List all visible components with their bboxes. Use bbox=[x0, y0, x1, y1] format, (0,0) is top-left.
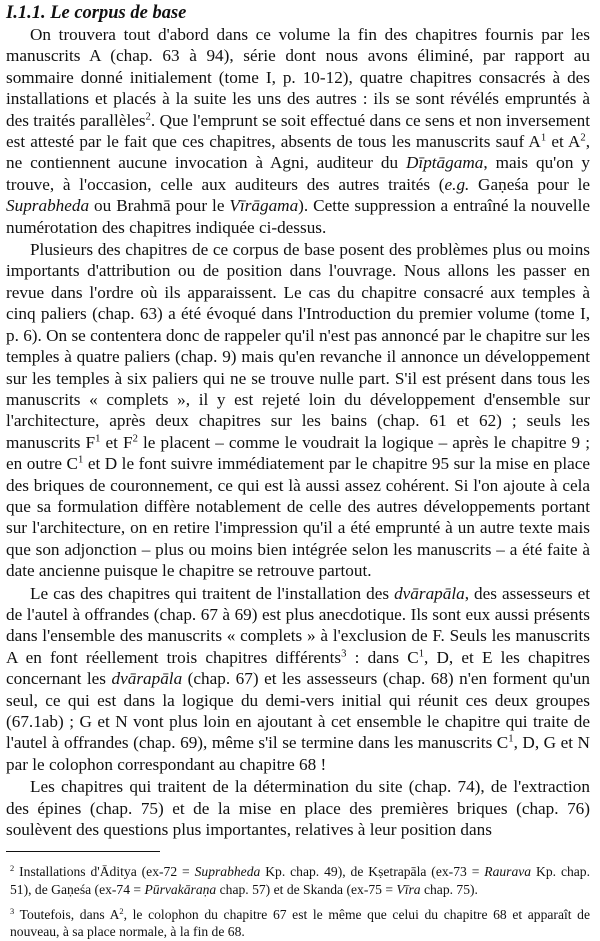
superscript: 1 bbox=[78, 454, 84, 466]
text-run: , D, et E les chapitres concernant les bbox=[6, 647, 590, 689]
superscript: 2 bbox=[10, 863, 15, 874]
text-run: , des assesseurs et de l'autel à offrandes (chap. 67 à 69) est plus anecdotique. Ils sont eux aussi présents dans l'ensemble des manuscrits « complets » à l'exclusion de F. Seuls les manuscrits A en font réellement trois chapitres différents bbox=[6, 583, 591, 667]
italic-term: Suprabheda bbox=[6, 196, 90, 216]
italic-term: Dīptāgama bbox=[406, 153, 484, 173]
text-run: Kp. chap. 51), de Gaṇeśa (ex-74 = bbox=[10, 864, 590, 898]
text-run: ou Brahmā pour le bbox=[89, 196, 230, 216]
text-run: : dans C bbox=[346, 647, 419, 667]
text-run: Plusieurs des chapitres de ce corpus de base posent des problèmes plus ou moins importants d'attribution ou de position dans l'ouvrage. Nous allons les passer en revue dans l'ordre où ils apparaissent. Le cas du chapitre consacré aux temples à cinq paliers (chap. 63) a été évoqué dans l'Introduction du premier volume (tome I, p. 6). On se contentera donc de rappeler qu'il n'est pas annoncé par le chapitre sur les temples à quatre paliers (chap. 9) mais qu'en revanche il annonce un développement sur les temples à six paliers qui ne se trouve nulle part. S'il est présent dans tous les manuscrits « complets », il y est rejeté loin du développement d'ensemble sur l'architecture, après deux chapitres sur les bains (chap. 61 et 62) ; seuls les manuscrits F bbox=[6, 240, 590, 452]
text-run: et F bbox=[100, 432, 133, 452]
text-run: , mais qu'on y trouve, à l'occasion, celle aux auditeurs des autres traités ( bbox=[6, 153, 590, 194]
superscript: 1 bbox=[418, 648, 425, 660]
text-run: ). Cette suppression a entraîné la nouvelle numérotation des chapitres indiquée ci-dessus. bbox=[6, 196, 590, 237]
text-run: , le colophon du chapitre 67 est le même que celui du chapitre 68 et apparaît de nouveau, à sa place normale, à la fin de 68. bbox=[10, 906, 591, 940]
text-run: Gaṇeśa pour le bbox=[469, 174, 590, 194]
italic-term: dvārapāla bbox=[111, 669, 183, 689]
superscript: 1 bbox=[540, 132, 547, 144]
text-run: le placent – comme le voudrait la logique – après le chapitre 9 ; en outre C bbox=[6, 432, 591, 474]
text-run: Installations d'Āditya (ex-72 = bbox=[14, 864, 195, 880]
footnote-rule bbox=[6, 851, 160, 852]
text-run: Le cas des chapitres qui traitent de l'installation des bbox=[30, 583, 395, 603]
text-run: Les chapitres qui traitent de la détermination du site (chap. 74), de l'extraction des épines (chap. 75) et de la mise en place des premières briques (chap. 76) soulèvent des questions plus importantes, relatives à leur position dans bbox=[6, 777, 590, 840]
italic-term: Pūrvakāraṇa bbox=[144, 882, 217, 898]
footnote bbox=[6, 863, 590, 898]
paragraph bbox=[6, 24, 590, 238]
body-text bbox=[6, 24, 590, 840]
superscript: 1 bbox=[508, 733, 514, 745]
footnotes bbox=[6, 863, 590, 940]
superscript: 3 bbox=[341, 648, 347, 660]
text-run: On trouvera tout d'abord dans ce volume la fin des chapitres fournis par les manuscrits A (chap. 63 à 94), série dont nous avons éliminé, par rapport au sommaire donné initialement (tome I, p. 10-12), quatre chapitres consacrés à des installations et placés à la suite les uns des autres : ils se sont révélés empruntés à des traités parallèles bbox=[6, 25, 590, 130]
italic-term: e.g. bbox=[444, 174, 470, 194]
paragraph bbox=[6, 583, 590, 776]
superscript: 1 bbox=[95, 433, 101, 445]
italic-term: Vīrāgama bbox=[229, 196, 299, 216]
footnote bbox=[6, 906, 590, 941]
italic-term: Raurava bbox=[484, 864, 532, 880]
italic-term: dvārapāla bbox=[394, 583, 465, 603]
superscript: 2 bbox=[145, 111, 151, 123]
text-run: Kp. chap. 49), de Kṣetrapāla (ex-73 = bbox=[260, 864, 485, 880]
superscript: 2 bbox=[119, 905, 124, 916]
text-run: . Que l'emprunt se soit effectué dans ce sens et non inversement est attesté par le fait que ces chapitres, absents de tous les manuscrits sauf A bbox=[6, 110, 590, 152]
paragraph bbox=[6, 239, 590, 582]
superscript: 2 bbox=[580, 132, 586, 144]
text-run: et A bbox=[546, 132, 581, 152]
text-run: et D le font suivre immédiatement par le chapitre 95 sur la mise en place des briques de couronnement, ce qui est là aussi assez cohérent. Si l'on ajoute à cela que sa formulation diffère notablement de celle des autres développements portant sur l'architecture, on en retire l'impression qu'il a été emprunté à un autre texte mais que son adjonction – plus ou moins bien intégrée selon les manuscrits – a été faite à date ancienne puisque le chapitre se retrouve partout. bbox=[6, 454, 590, 581]
superscript: 2 bbox=[132, 433, 138, 445]
italic-term: Suprabheda bbox=[194, 864, 261, 880]
italic-term: Vīra bbox=[396, 882, 421, 898]
text-run: chap. 57) et de Skanda (ex-75 = bbox=[216, 882, 397, 898]
superscript: 3 bbox=[10, 905, 15, 916]
paragraph bbox=[6, 776, 590, 840]
text-run: (chap. 67) et les assesseurs (chap. 68) n'en forment qu'un seul, ce qui est dans la logique du demi-vers initial qui réunit ces deux groupes (67.1ab) ; G et N vont plus loin en ajoutant à cet ensemble le chapitre qui traite de l'autel à offrandes (chap. 69), même s'il se termine dans les manuscrits C bbox=[6, 669, 590, 753]
text-run: , ne contiennent aucune invocation à Agni, auditeur du bbox=[6, 132, 591, 173]
text-run: chap. 75). bbox=[420, 882, 478, 898]
text-run: Toutefois, dans A bbox=[14, 906, 120, 922]
section-heading: I.1.1. Le corpus de base bbox=[6, 3, 187, 23]
text-run: , D, G et N par le colophon correspondant au chapitre 68 ! bbox=[6, 733, 590, 774]
